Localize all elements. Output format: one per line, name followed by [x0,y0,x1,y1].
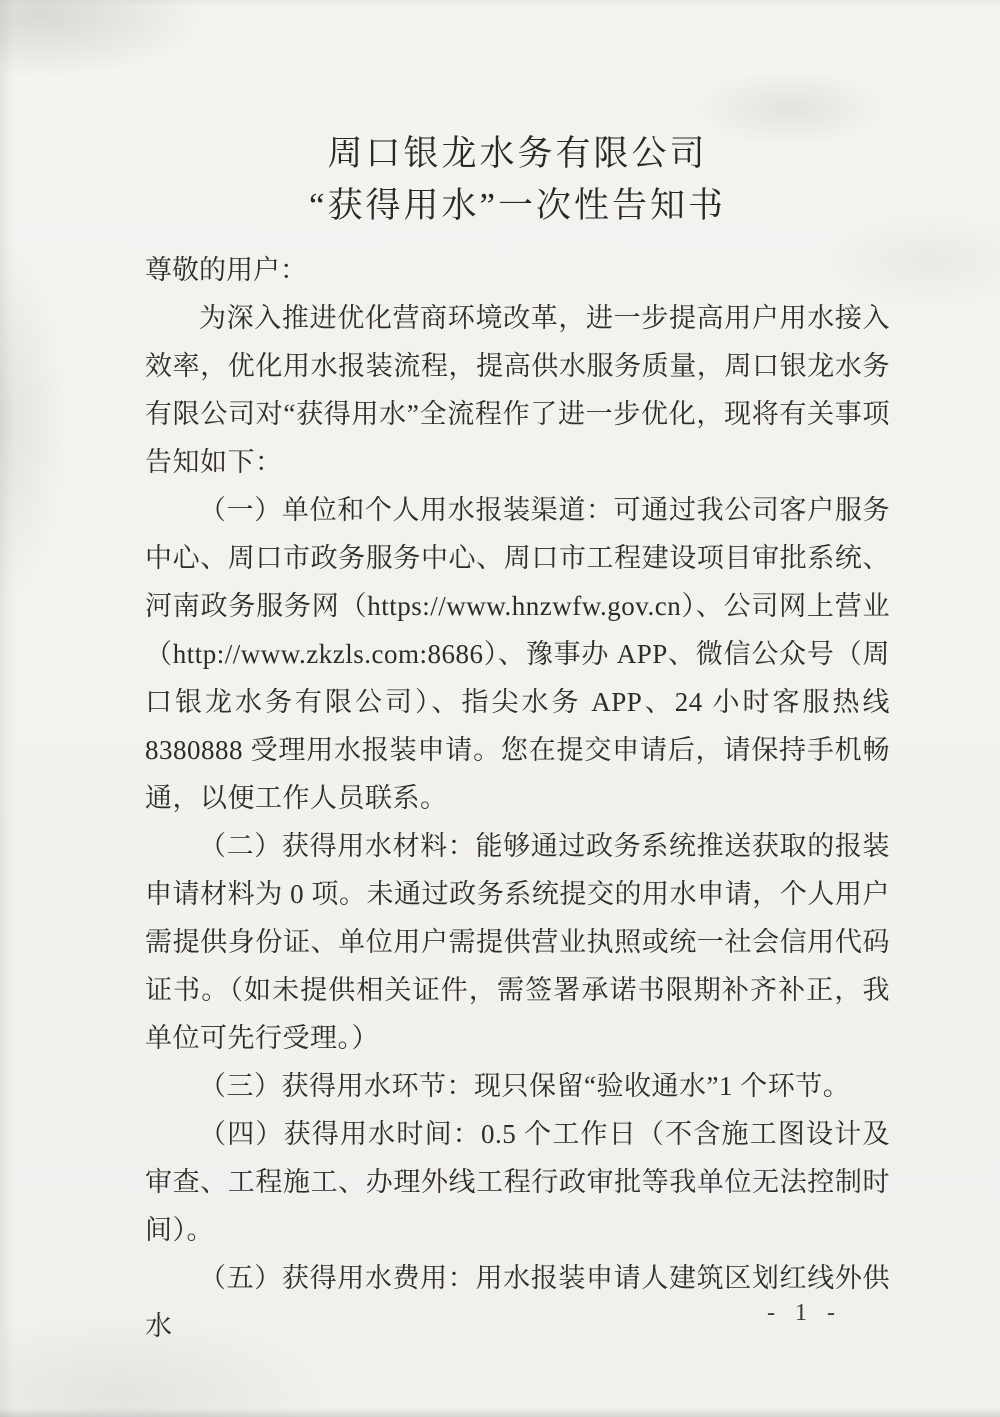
paragraph-item-2-materials: （二）获得用水材料：能够通过政务系统推送获取的报装申请材料为 0 项。未通过政务系统提交的用水申请，个人用户需提供身份证、单位用户需提供营业执照或统一社会信用代码证书。（如未提供相关证件，需签署承诺书限期补齐补正，我单位可先行受理。） [145,831,890,1053]
salutation: 尊敬的用户： [145,255,307,285]
document-body [145,128,890,1350]
page-number: - 1 - [767,1300,842,1326]
paragraph-item-1-channels: （一）单位和个人用水报装渠道：可通过我公司客户服务中心、周口市政务服务中心、周口市工程建设项目审批系统、河南政务服务网（https://www.hnzwfw.gov.cn）、公司网上营业（http://www.zkzls.com:8686）、豫事办 APP、微信公众号（周口银龙水务有限公司）、指尖水务 APP、24 小时客服热线 8380888 受理用水报装申请。您在提交申请后，请保持手机畅通，以便工作人员联系。 [145,495,890,813]
paragraph-item-4-time: （四）获得用水时间：0.5 个工作日（不含施工图设计及审查、工程施工、办理外线工程行政审批等我单位无法控制时间）。 [145,1119,890,1245]
document-title-line2: “获得用水”一次性告知书 [308,186,727,225]
paragraph-item-5-fees: （五）获得用水费用：用水报装申请人建筑区划红线外供水 [145,1263,890,1341]
document-title-line1: 周口银龙水务有限公司 [327,134,708,173]
paragraph-item-3-steps: （三）获得用水环节：现只保留“验收通水”1 个环节。 [199,1071,851,1101]
paragraph-intro: 为深入推进优化营商环境改革，进一步提高用户用水接入效率，优化用水报装流程，提高供水服务质量，周口银龙水务有限公司对“获得用水”全流程作了进一步优化，现将有关事项告知如下： [145,303,890,477]
